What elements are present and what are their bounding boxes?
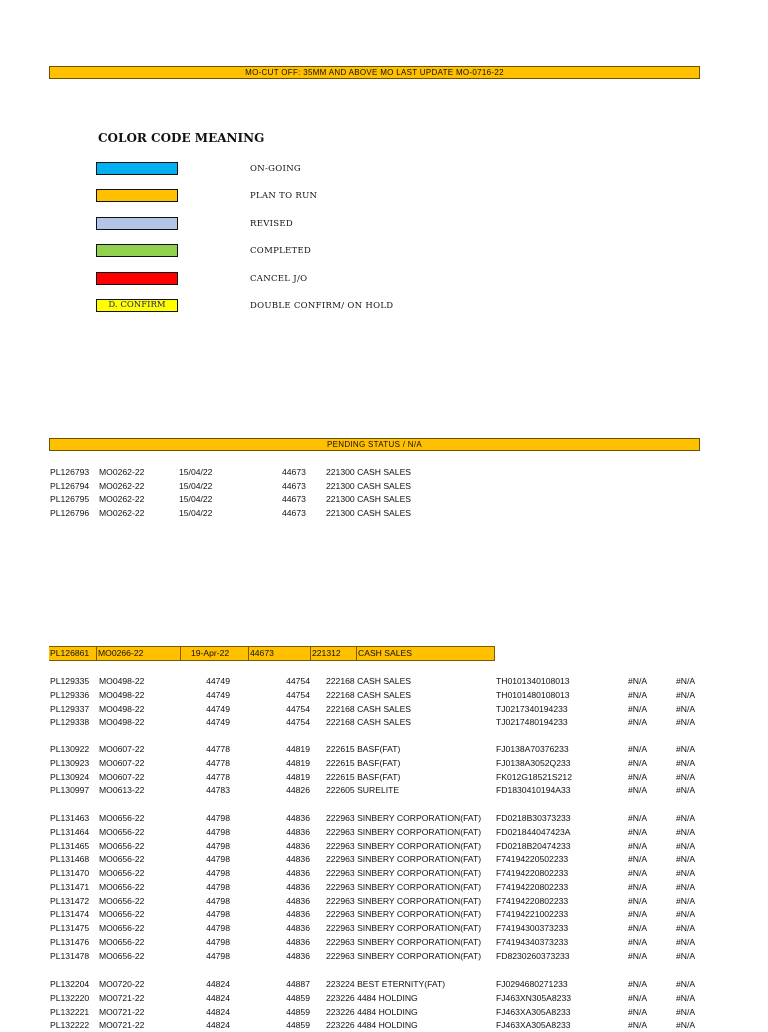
cell-ref: F74194300373233 xyxy=(496,923,569,933)
cell-pl: PL132220 xyxy=(50,992,90,1003)
cell-cust: 222963 SINBERY CORPORATION(FAT) xyxy=(326,826,482,837)
table-row[interactable] xyxy=(0,716,768,729)
cell-ref: FJ463XA305A8233 xyxy=(496,1006,571,1017)
cell-a: #N/A xyxy=(628,923,648,933)
cell-a: #N/A xyxy=(628,854,648,865)
table-row[interactable] xyxy=(0,493,768,506)
cell-b: #N/A xyxy=(676,717,696,728)
cell-n2: 44836 xyxy=(286,868,310,878)
legend-swatch xyxy=(96,162,178,175)
cell-ref: FK012G18521S212 xyxy=(496,771,572,782)
cell-ref: F74194220802233 xyxy=(496,895,569,906)
cell-a: #N/A xyxy=(628,676,648,686)
cell-mo: MO0498-22 xyxy=(99,703,145,714)
cell-b: #N/A xyxy=(676,979,696,989)
cell-n1: 44798 xyxy=(206,895,230,906)
cell-n1: 44798 xyxy=(206,813,230,823)
cell-ref: TJ0217480194233 xyxy=(496,717,568,728)
cell-b: #N/A xyxy=(676,868,696,878)
cell-a: #N/A xyxy=(628,881,648,892)
cell-pl: PL130924 xyxy=(50,771,90,782)
cell-b: #N/A xyxy=(676,854,696,865)
cell-mo: MO0721-22 xyxy=(99,1020,145,1031)
table-row[interactable] xyxy=(0,507,768,520)
cell-n1: 44778 xyxy=(206,757,230,768)
table-row[interactable] xyxy=(0,757,768,770)
cell-num: 44673 xyxy=(282,467,306,477)
cell-cust: 223224 BEST ETERNITY(FAT) xyxy=(326,979,446,989)
cell-n1: 44798 xyxy=(206,881,230,892)
cell-n2: 44859 xyxy=(286,1020,310,1031)
cell-a: #N/A xyxy=(628,1006,648,1017)
cell-date: 19-Apr-22 xyxy=(181,647,249,660)
cell-a: #N/A xyxy=(628,771,648,782)
cell-n1: 44783 xyxy=(206,785,230,796)
cell-cust: 222963 SINBERY CORPORATION(FAT) xyxy=(326,936,482,947)
legend-item xyxy=(0,162,768,178)
cell-cust: 222168 CASH SALES xyxy=(326,676,412,686)
table-row[interactable] xyxy=(0,826,768,839)
cell-cust: 222168 CASH SALES xyxy=(326,717,412,728)
cell-ref: FJ0294680271233 xyxy=(496,979,568,989)
cell-date: 15/04/22 xyxy=(179,494,213,505)
cell-pl: PL126793 xyxy=(50,467,90,477)
cell-n2: 44826 xyxy=(286,785,310,796)
cell-pl: PL130922 xyxy=(50,744,90,754)
table-row[interactable] xyxy=(0,480,768,493)
cell-n2: 44819 xyxy=(286,744,310,754)
cell-n2: 44819 xyxy=(286,771,310,782)
cell-mo: MO0607-22 xyxy=(99,771,145,782)
cell-n2: 44836 xyxy=(286,936,310,947)
cell-a: #N/A xyxy=(628,785,648,796)
cell-cust: 222963 SINBERY CORPORATION(FAT) xyxy=(326,881,482,892)
cell-ref: FD1830410194A33 xyxy=(496,785,571,796)
cell-mo: MO0656-22 xyxy=(99,923,145,933)
cell-pl: PL129337 xyxy=(50,703,90,714)
cell-ref: F74194220502233 xyxy=(496,854,569,865)
table-row[interactable] xyxy=(0,784,768,797)
cell-mo: MO0498-22 xyxy=(99,676,145,686)
cell-n2: 44836 xyxy=(286,854,310,865)
table-row[interactable] xyxy=(0,908,768,921)
cell-pl: PL132204 xyxy=(50,979,90,989)
legend-title: COLOR CODE MEANING xyxy=(98,131,265,145)
cell-pl: PL131475 xyxy=(50,923,90,933)
cell-code: 221300 CASH SALES xyxy=(326,467,412,477)
table-row[interactable] xyxy=(0,675,768,688)
legend-label: DOUBLE CONFIRM/ ON HOLD xyxy=(250,301,394,311)
cell-b: #N/A xyxy=(676,1020,696,1031)
cell-n2: 44754 xyxy=(286,689,310,700)
legend-item xyxy=(0,189,768,205)
table-row[interactable] xyxy=(0,840,768,853)
legend-item xyxy=(0,272,768,288)
cell-mo: MO0266-22 xyxy=(97,647,181,660)
table-row[interactable] xyxy=(0,881,768,894)
cell-n1: 44824 xyxy=(206,1020,230,1031)
cell-b: #N/A xyxy=(676,1006,696,1017)
cell-pl: PL131465 xyxy=(50,840,90,851)
header-banner: MO-CUT OFF: 35MM AND ABOVE MO LAST UPDATE MO-0716-22 xyxy=(49,66,700,79)
cell-a: #N/A xyxy=(628,689,648,700)
cell-mo: MO0607-22 xyxy=(99,744,145,754)
cell-n2: 44836 xyxy=(286,881,310,892)
cell-ref: F74194340373233 xyxy=(496,936,569,947)
cell-n2: 44836 xyxy=(286,840,310,851)
cell-mo: MO0607-22 xyxy=(99,757,145,768)
cell-mo: MO0656-22 xyxy=(99,868,145,878)
table-row[interactable] xyxy=(0,1019,768,1032)
table-row[interactable] xyxy=(0,867,768,880)
cell-cust: 222963 SINBERY CORPORATION(FAT) xyxy=(326,923,482,933)
cell-date: 15/04/22 xyxy=(179,467,213,477)
cell-pl: PL131472 xyxy=(50,895,90,906)
cell-ref: F74194220802233 xyxy=(496,868,569,878)
table-row[interactable] xyxy=(0,466,768,479)
cell-mo: MO0262-22 xyxy=(99,508,145,519)
cell-a: #N/A xyxy=(628,757,648,768)
cell-a: #N/A xyxy=(628,895,648,906)
cell-pl: PL131468 xyxy=(50,854,90,865)
table-row[interactable] xyxy=(0,1006,768,1019)
cell-n1: 44798 xyxy=(206,936,230,947)
legend-label: PLAN TO RUN xyxy=(250,191,318,201)
cell-pl: PL131478 xyxy=(50,950,90,961)
cell-n2: 44859 xyxy=(286,992,310,1003)
cell-n1: 44749 xyxy=(206,689,230,700)
cell-ref: FD0218B20474233 xyxy=(496,840,571,851)
cell-mo: MO0656-22 xyxy=(99,813,145,823)
table-row[interactable] xyxy=(0,853,768,866)
cell-n1: 44749 xyxy=(206,676,230,686)
cell-pl: PL131464 xyxy=(50,826,90,837)
cell-mo: MO0656-22 xyxy=(99,950,145,961)
cell-pl: PL126794 xyxy=(50,480,90,491)
cell-b: #N/A xyxy=(676,689,696,700)
cell-n1: 44798 xyxy=(206,950,230,961)
cell-n1: 44749 xyxy=(206,703,230,714)
cell-pl: PL131470 xyxy=(50,868,90,878)
cell-n1: 44824 xyxy=(206,979,230,989)
cell-n1: 44824 xyxy=(206,1006,230,1017)
cell-b: #N/A xyxy=(676,923,696,933)
cell-cust: 222615 BASF(FAT) xyxy=(326,771,401,782)
cell-n2: 44754 xyxy=(286,676,310,686)
cell-b: #N/A xyxy=(676,936,696,947)
cell-pl: PL131463 xyxy=(50,813,90,823)
cell-num: 44673 xyxy=(282,508,306,519)
legend-swatch: D. CONFIRM xyxy=(96,299,178,312)
cell-cust: 222168 CASH SALES xyxy=(326,703,412,714)
cell-mo: MO0721-22 xyxy=(99,992,145,1003)
cell-n2: 44836 xyxy=(286,950,310,961)
cell-code: 221300 CASH SALES xyxy=(326,480,412,491)
table-row[interactable] xyxy=(0,936,768,949)
cell-a: #N/A xyxy=(628,717,648,728)
legend-label: ON-GOING xyxy=(250,164,302,174)
cell-b: #N/A xyxy=(676,771,696,782)
cell-b: #N/A xyxy=(676,895,696,906)
table-row[interactable] xyxy=(0,895,768,908)
cell-ref: FD0218B30373233 xyxy=(496,813,571,823)
table-row[interactable] xyxy=(0,950,768,963)
cell-mo: MO0656-22 xyxy=(99,895,145,906)
cell-ref: TJ0217340194233 xyxy=(496,703,568,714)
cell-customer: CASH SALES xyxy=(357,647,495,660)
cell-n2: 44836 xyxy=(286,895,310,906)
cell-ref: FJ463XA305A8233 xyxy=(496,1020,571,1031)
table-row[interactable] xyxy=(0,703,768,716)
cell-b: #N/A xyxy=(676,826,696,837)
cell-code: 221300 CASH SALES xyxy=(326,494,412,505)
cell-n1: 44778 xyxy=(206,744,230,754)
cell-cust: 222963 SINBERY CORPORATION(FAT) xyxy=(326,909,482,920)
cell-a: #N/A xyxy=(628,744,648,754)
cell-a: #N/A xyxy=(628,826,648,837)
cell-a: #N/A xyxy=(628,1020,648,1031)
cell-b: #N/A xyxy=(676,785,696,796)
cell-pl: PL132221 xyxy=(50,1006,90,1017)
cell-b: #N/A xyxy=(676,909,696,920)
cell-n2: 44859 xyxy=(286,1006,310,1017)
cell-pl: PL126861 xyxy=(49,647,97,660)
cell-n1: 44798 xyxy=(206,868,230,878)
cell-b: #N/A xyxy=(676,813,696,823)
legend-item xyxy=(0,299,768,315)
cell-pl: PL131474 xyxy=(50,909,90,920)
cell-num: 44673 xyxy=(282,494,306,505)
legend-item xyxy=(0,244,768,260)
cell-n1: 44798 xyxy=(206,909,230,920)
cell-a: #N/A xyxy=(628,936,648,947)
cell-mo: MO0613-22 xyxy=(99,785,145,796)
cell-date: 15/04/22 xyxy=(179,480,213,491)
cell-n1: 44824 xyxy=(206,992,230,1003)
cell-cust: 222963 SINBERY CORPORATION(FAT) xyxy=(326,854,482,865)
cell-ref: TH0101480108013 xyxy=(496,689,570,700)
cell-mo: MO0656-22 xyxy=(99,909,145,920)
cell-n2: 44887 xyxy=(286,979,310,989)
legend-label: CANCEL J/O xyxy=(250,274,308,284)
cell-ref: FJ463XN305A8233 xyxy=(496,992,572,1003)
cell-mo: MO0656-22 xyxy=(99,936,145,947)
cell-cust: 222963 SINBERY CORPORATION(FAT) xyxy=(326,950,482,961)
cell-n2: 44819 xyxy=(286,757,310,768)
cell-n1: 44798 xyxy=(206,826,230,837)
cell-mo: MO0656-22 xyxy=(99,840,145,851)
cell-code: 221312 xyxy=(311,647,357,660)
cell-n1: 44778 xyxy=(206,771,230,782)
cell-a: #N/A xyxy=(628,703,648,714)
legend-swatch xyxy=(96,244,178,257)
cell-b: #N/A xyxy=(676,881,696,892)
cell-pl: PL131476 xyxy=(50,936,90,947)
cell-pl: PL130997 xyxy=(50,785,90,796)
cell-mo: MO0262-22 xyxy=(99,494,145,505)
cell-pl: PL129336 xyxy=(50,689,90,700)
cell-n2: 44836 xyxy=(286,923,310,933)
cell-ref: TH0101340108013 xyxy=(496,676,570,686)
cell-num: 44673 xyxy=(249,647,311,660)
cell-n2: 44754 xyxy=(286,717,310,728)
cell-pl: PL129338 xyxy=(50,717,90,728)
cell-mo: MO0262-22 xyxy=(99,480,145,491)
cell-pl: PL126796 xyxy=(50,508,90,519)
cell-pl: PL130923 xyxy=(50,757,90,768)
cell-cust: 223226 4484 HOLDING xyxy=(326,1020,418,1031)
legend-label: REVISED xyxy=(250,219,294,229)
cell-cust: 222963 SINBERY CORPORATION(FAT) xyxy=(326,840,482,851)
cell-pl: PL131471 xyxy=(50,881,90,892)
cell-a: #N/A xyxy=(628,868,648,878)
cell-a: #N/A xyxy=(628,992,648,1003)
cell-a: #N/A xyxy=(628,950,648,961)
cell-b: #N/A xyxy=(676,676,696,686)
cell-mo: MO0721-22 xyxy=(99,1006,145,1017)
cell-b: #N/A xyxy=(676,703,696,714)
cell-cust: 222963 SINBERY CORPORATION(FAT) xyxy=(326,813,482,823)
cell-n1: 44798 xyxy=(206,923,230,933)
legend-label: COMPLETED xyxy=(250,246,312,256)
legend-swatch xyxy=(96,272,178,285)
cell-cust: 222605 SURELITE xyxy=(326,785,400,796)
cell-date: 15/04/22 xyxy=(179,508,213,519)
legend-item xyxy=(0,217,768,233)
cell-ref: F74194221002233 xyxy=(496,909,569,920)
cell-cust: 222615 BASF(FAT) xyxy=(326,744,401,754)
cell-cust: 223226 4484 HOLDING xyxy=(326,1006,418,1017)
cell-mo: MO0656-22 xyxy=(99,881,145,892)
legend-swatch xyxy=(96,189,178,202)
cell-a: #N/A xyxy=(628,813,648,823)
cell-n2: 44754 xyxy=(286,703,310,714)
pending-status-banner: PENDING STATUS / N/A xyxy=(49,438,700,451)
cell-cust: 223226 4484 HOLDING xyxy=(326,992,418,1003)
cell-n1: 44749 xyxy=(206,717,230,728)
cell-mo: MO0498-22 xyxy=(99,717,145,728)
cell-cust: 222963 SINBERY CORPORATION(FAT) xyxy=(326,868,482,878)
table-row[interactable] xyxy=(0,978,768,991)
cell-n1: 44798 xyxy=(206,854,230,865)
cell-ref: FJ0138A3052Q233 xyxy=(496,757,571,768)
table-row[interactable] xyxy=(0,812,768,825)
table-row[interactable] xyxy=(0,922,768,935)
cell-n2: 44836 xyxy=(286,909,310,920)
cell-ref: F74194220802233 xyxy=(496,881,569,892)
cell-n2: 44836 xyxy=(286,813,310,823)
cell-num: 44673 xyxy=(282,480,306,491)
cell-n2: 44836 xyxy=(286,826,310,837)
cell-pl: PL129335 xyxy=(50,676,90,686)
cell-b: #N/A xyxy=(676,757,696,768)
table-row[interactable] xyxy=(0,743,768,756)
cell-mo: MO0656-22 xyxy=(99,826,145,837)
cell-n1: 44798 xyxy=(206,840,230,851)
legend-swatch xyxy=(96,217,178,230)
cell-a: #N/A xyxy=(628,979,648,989)
cell-pl: PL126795 xyxy=(50,494,90,505)
table-row[interactable] xyxy=(0,771,768,784)
table-row[interactable] xyxy=(0,992,768,1005)
cell-code: 221300 CASH SALES xyxy=(326,508,412,519)
cell-pl: PL132222 xyxy=(50,1020,90,1031)
cell-b: #N/A xyxy=(676,744,696,754)
cell-b: #N/A xyxy=(676,950,696,961)
cell-ref: FD8230260373233 xyxy=(496,950,570,961)
cell-cust: 222963 SINBERY CORPORATION(FAT) xyxy=(326,895,482,906)
cell-mo: MO0498-22 xyxy=(99,689,145,700)
cell-ref: FD021844047423A xyxy=(496,826,571,837)
cell-a: #N/A xyxy=(628,840,648,851)
cell-mo: MO0262-22 xyxy=(99,467,145,477)
cell-mo: MO0656-22 xyxy=(99,854,145,865)
cell-cust: 222168 CASH SALES xyxy=(326,689,412,700)
cell-cust: 222615 BASF(FAT) xyxy=(326,757,401,768)
table-row[interactable] xyxy=(0,689,768,702)
cell-b: #N/A xyxy=(676,840,696,851)
cell-a: #N/A xyxy=(628,909,648,920)
cell-b: #N/A xyxy=(676,992,696,1003)
highlighted-row[interactable] xyxy=(49,646,495,661)
cell-mo: MO0720-22 xyxy=(99,979,145,989)
cell-ref: FJ0138A70376233 xyxy=(496,744,569,754)
